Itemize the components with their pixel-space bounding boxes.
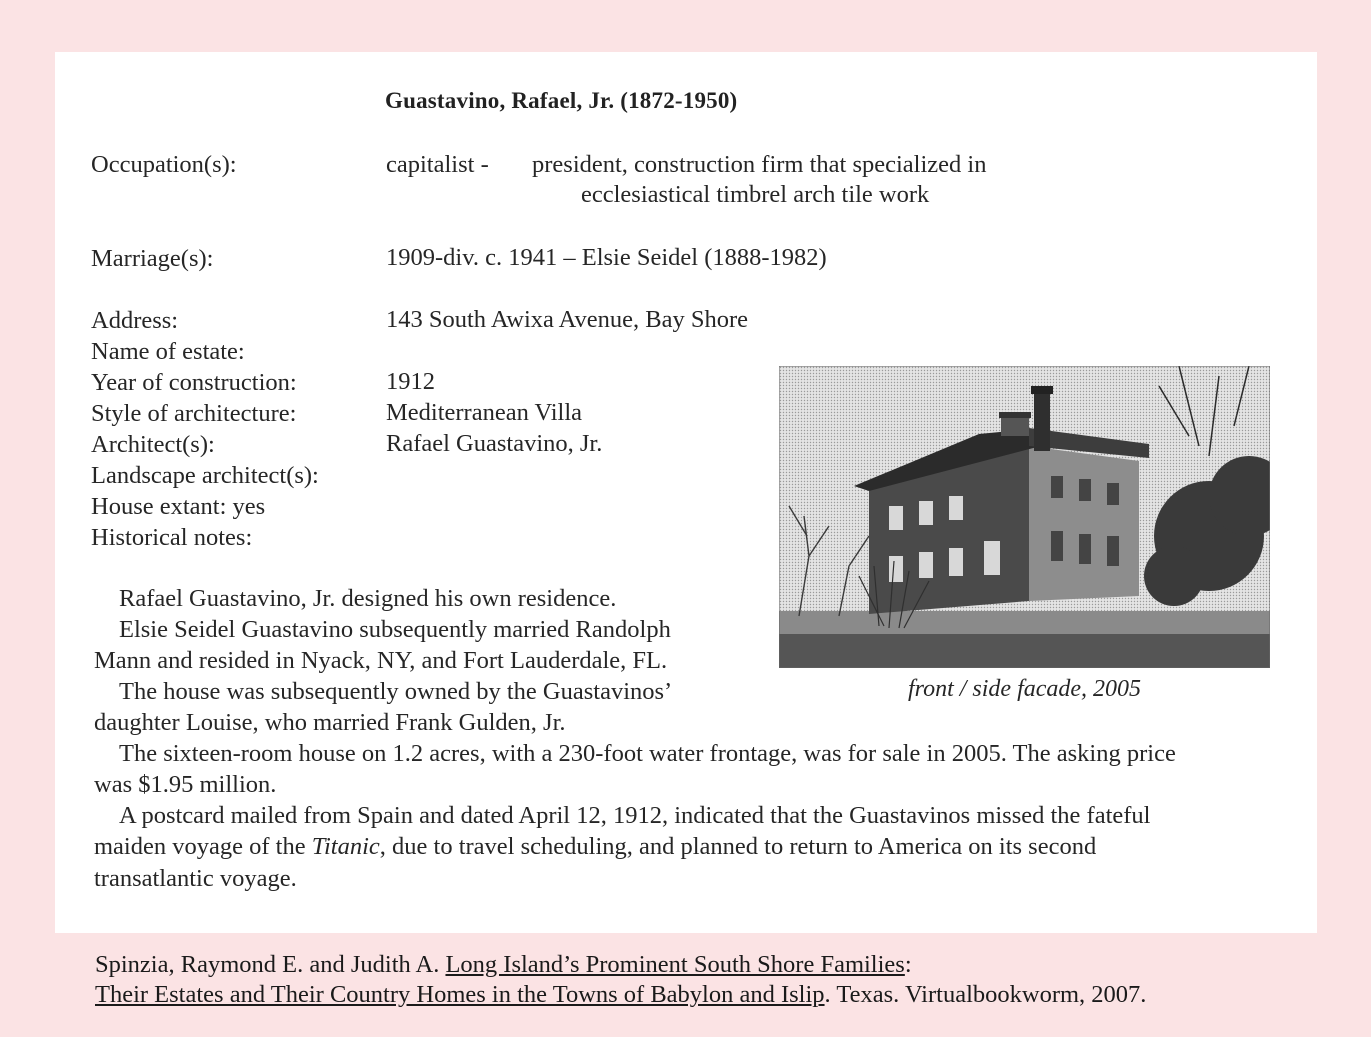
architect-value: Rafael Guastavino, Jr. <box>386 430 603 457</box>
note-paragraph-1: Rafael Guastavino, Jr. designed his own residence. <box>119 585 617 612</box>
note-paragraph-2-line-2: Mann and resided in Nyack, NY, and Fort Lauderdale, FL. <box>94 647 668 674</box>
note-paragraph-4-line-1: The sixteen-room house on 1.2 acres, with a 230-foot water frontage, was for sale in 2005. The asking price <box>119 740 1176 767</box>
address-value: 143 South Awixa Avenue, Bay Shore <box>386 306 749 333</box>
address-label: Address: <box>91 307 179 334</box>
occupation-description-line-2: ecclesiastical timbrel arch tile work <box>581 181 930 208</box>
occupation-label: Occupation(s): <box>91 151 237 178</box>
citation-publisher: . Texas. Virtualbookworm, 2007. <box>824 981 1147 1008</box>
occupation-description-line-1: president, construction firm that specialized in <box>532 151 987 178</box>
note-paragraph-3-line-1: The house was subsequently owned by the Guastavinos’ <box>119 678 673 705</box>
note-paragraph-4-line-2: was $1.95 million. <box>94 771 277 798</box>
house-photo-illustration <box>779 366 1270 668</box>
page-title: Guastavino, Rafael, Jr. (1872-1950) <box>385 88 738 113</box>
landscape-architect-label: Landscape architect(s): <box>91 462 319 489</box>
marriage-value: 1909-div. c. 1941 – Elsie Seidel (1888-1982) <box>386 244 827 271</box>
note-paragraph-5-line-1: A postcard mailed from Spain and dated April 12, 1912, indicated that the Guastavinos missed the fateful <box>119 802 1151 829</box>
historical-notes-label: Historical notes: <box>91 524 253 551</box>
citation-colon: : <box>904 951 912 978</box>
year-of-construction-value: 1912 <box>386 368 435 395</box>
architecture-style-value: Mediterranean Villa <box>386 399 583 426</box>
architect-label: Architect(s): <box>91 431 215 458</box>
occupation-value: capitalist - <box>386 151 489 178</box>
house-photo <box>779 366 1270 668</box>
house-extant-label: House extant: yes <box>91 493 266 520</box>
note-paragraph-5-line-2 <box>94 831 1096 862</box>
citation-title-part-1: Long Island’s Prominent South Shore Families <box>445 951 905 978</box>
note-text: maiden voyage of the <box>94 833 312 860</box>
year-of-construction-label: Year of construction: <box>91 369 297 396</box>
note-paragraph-2-line-1: Elsie Seidel Guastavino subsequently married Randolph <box>119 616 671 643</box>
citation-line-1 <box>95 950 912 980</box>
citation-authors: Spinzia, Raymond E. and Judith A. <box>95 951 446 978</box>
citation-title-part-2: Their Estates and Their Country Homes in the Towns of Babylon and Islip <box>95 981 825 1008</box>
citation-line-2 <box>95 980 1146 1010</box>
note-text: , due to travel scheduling, and planned to return to America on its second <box>379 833 1097 860</box>
photo-caption: front / side facade, 2005 <box>907 676 1142 702</box>
note-paragraph-3-line-2: daughter Louise, who married Frank Gulden, Jr. <box>94 709 566 736</box>
note-paragraph-5-line-3: transatlantic voyage. <box>94 865 297 892</box>
marriage-label: Marriage(s): <box>91 245 214 272</box>
ship-name: Titanic <box>311 833 380 860</box>
architecture-style-label: Style of architecture: <box>91 400 297 427</box>
estate-name-label: Name of estate: <box>91 338 245 365</box>
